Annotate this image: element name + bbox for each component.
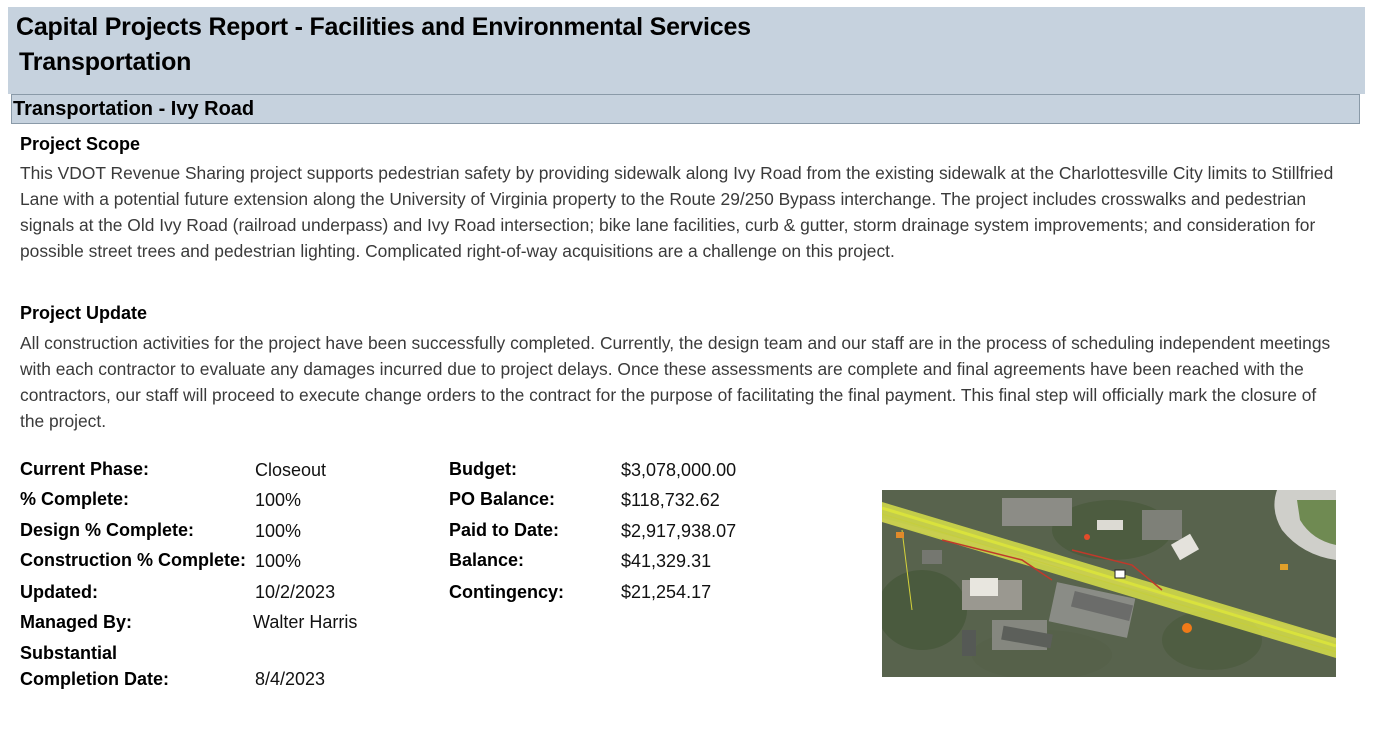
- paid-to-date-value: $2,917,938.07: [621, 521, 737, 541]
- project-title: Transportation - Ivy Road: [13, 98, 255, 120]
- substantial-date-value: 8/4/2023: [255, 669, 326, 689]
- paid-to-date-label: Paid to Date:: [449, 520, 560, 540]
- project-section-bar: [11, 94, 1360, 124]
- construction-pct-value: 100%: [255, 551, 302, 571]
- scope-text: This VDOT Revenue Sharing project supports pedestrian safety by providing sidewalk along Ivy Road from the existing sidewalk at the Charlottesville City limits to Stillfried Lane with a potential future extension along the University of Virginia property to the Route 29/250 Bypass interchange. The project includes crosswalks and pedestrian signals at the Old Ivy Road (railroad underpass) and Ivy Road intersection; bike lane facilities, curb & gutter, storm drainage system improvements; and consideration for possible street trees and pedestrian lighting. Complicated right-of-way acquisitions are a challenge on this project.: [20, 163, 1334, 261]
- update-text: All construction activities for the project have been successfully completed. Currently, the design team and our staff are in the process of scheduling independent meetings with each contractor to evaluate any damages incurred due to project delays. Once these assessments are complete and final agreements have been reached with the contractors, our staff will proceed to execute change orders to the contract for the purpose of facilitating the final payment. This final step will officially mark the closure of the project.: [20, 333, 1331, 431]
- report-title: Capital Projects Report - Facilities and Environmental Services: [16, 13, 751, 41]
- balance-label: Balance:: [449, 550, 525, 570]
- current-phase-label: Current Phase:: [20, 459, 150, 479]
- update-heading: Project Update: [20, 303, 148, 323]
- construction-pct-label: Construction % Complete:: [20, 550, 247, 570]
- substantial-label-line1: Substantial: [20, 643, 118, 663]
- design-pct-value: 100%: [255, 521, 302, 541]
- substantial-label-line2: Completion Date:: [20, 669, 170, 689]
- updated-value: 10/2/2023: [255, 582, 336, 602]
- contingency-label: Contingency:: [449, 582, 564, 602]
- budget-value: $3,078,000.00: [621, 460, 737, 480]
- po-balance-label: PO Balance:: [449, 489, 556, 509]
- po-balance-value: $118,732.62: [621, 490, 720, 510]
- balance-value: $41,329.31: [621, 551, 712, 571]
- design-pct-label: Design % Complete:: [20, 520, 195, 540]
- managed-by-value: Walter Harris: [253, 612, 358, 632]
- managed-by-label: Managed By:: [20, 612, 133, 632]
- report-subtitle: Transportation: [19, 48, 192, 76]
- contingency-value: $21,254.17: [621, 582, 712, 602]
- pct-complete-label: % Complete:: [20, 489, 130, 509]
- updated-label: Updated:: [20, 582, 98, 602]
- report-header: [8, 7, 1365, 94]
- scope-heading: Project Scope: [20, 134, 141, 154]
- aerial-map-image: [882, 490, 1336, 677]
- budget-label: Budget:: [449, 459, 517, 479]
- current-phase-value: Closeout: [255, 460, 327, 480]
- pct-complete-value: 100%: [255, 490, 302, 510]
